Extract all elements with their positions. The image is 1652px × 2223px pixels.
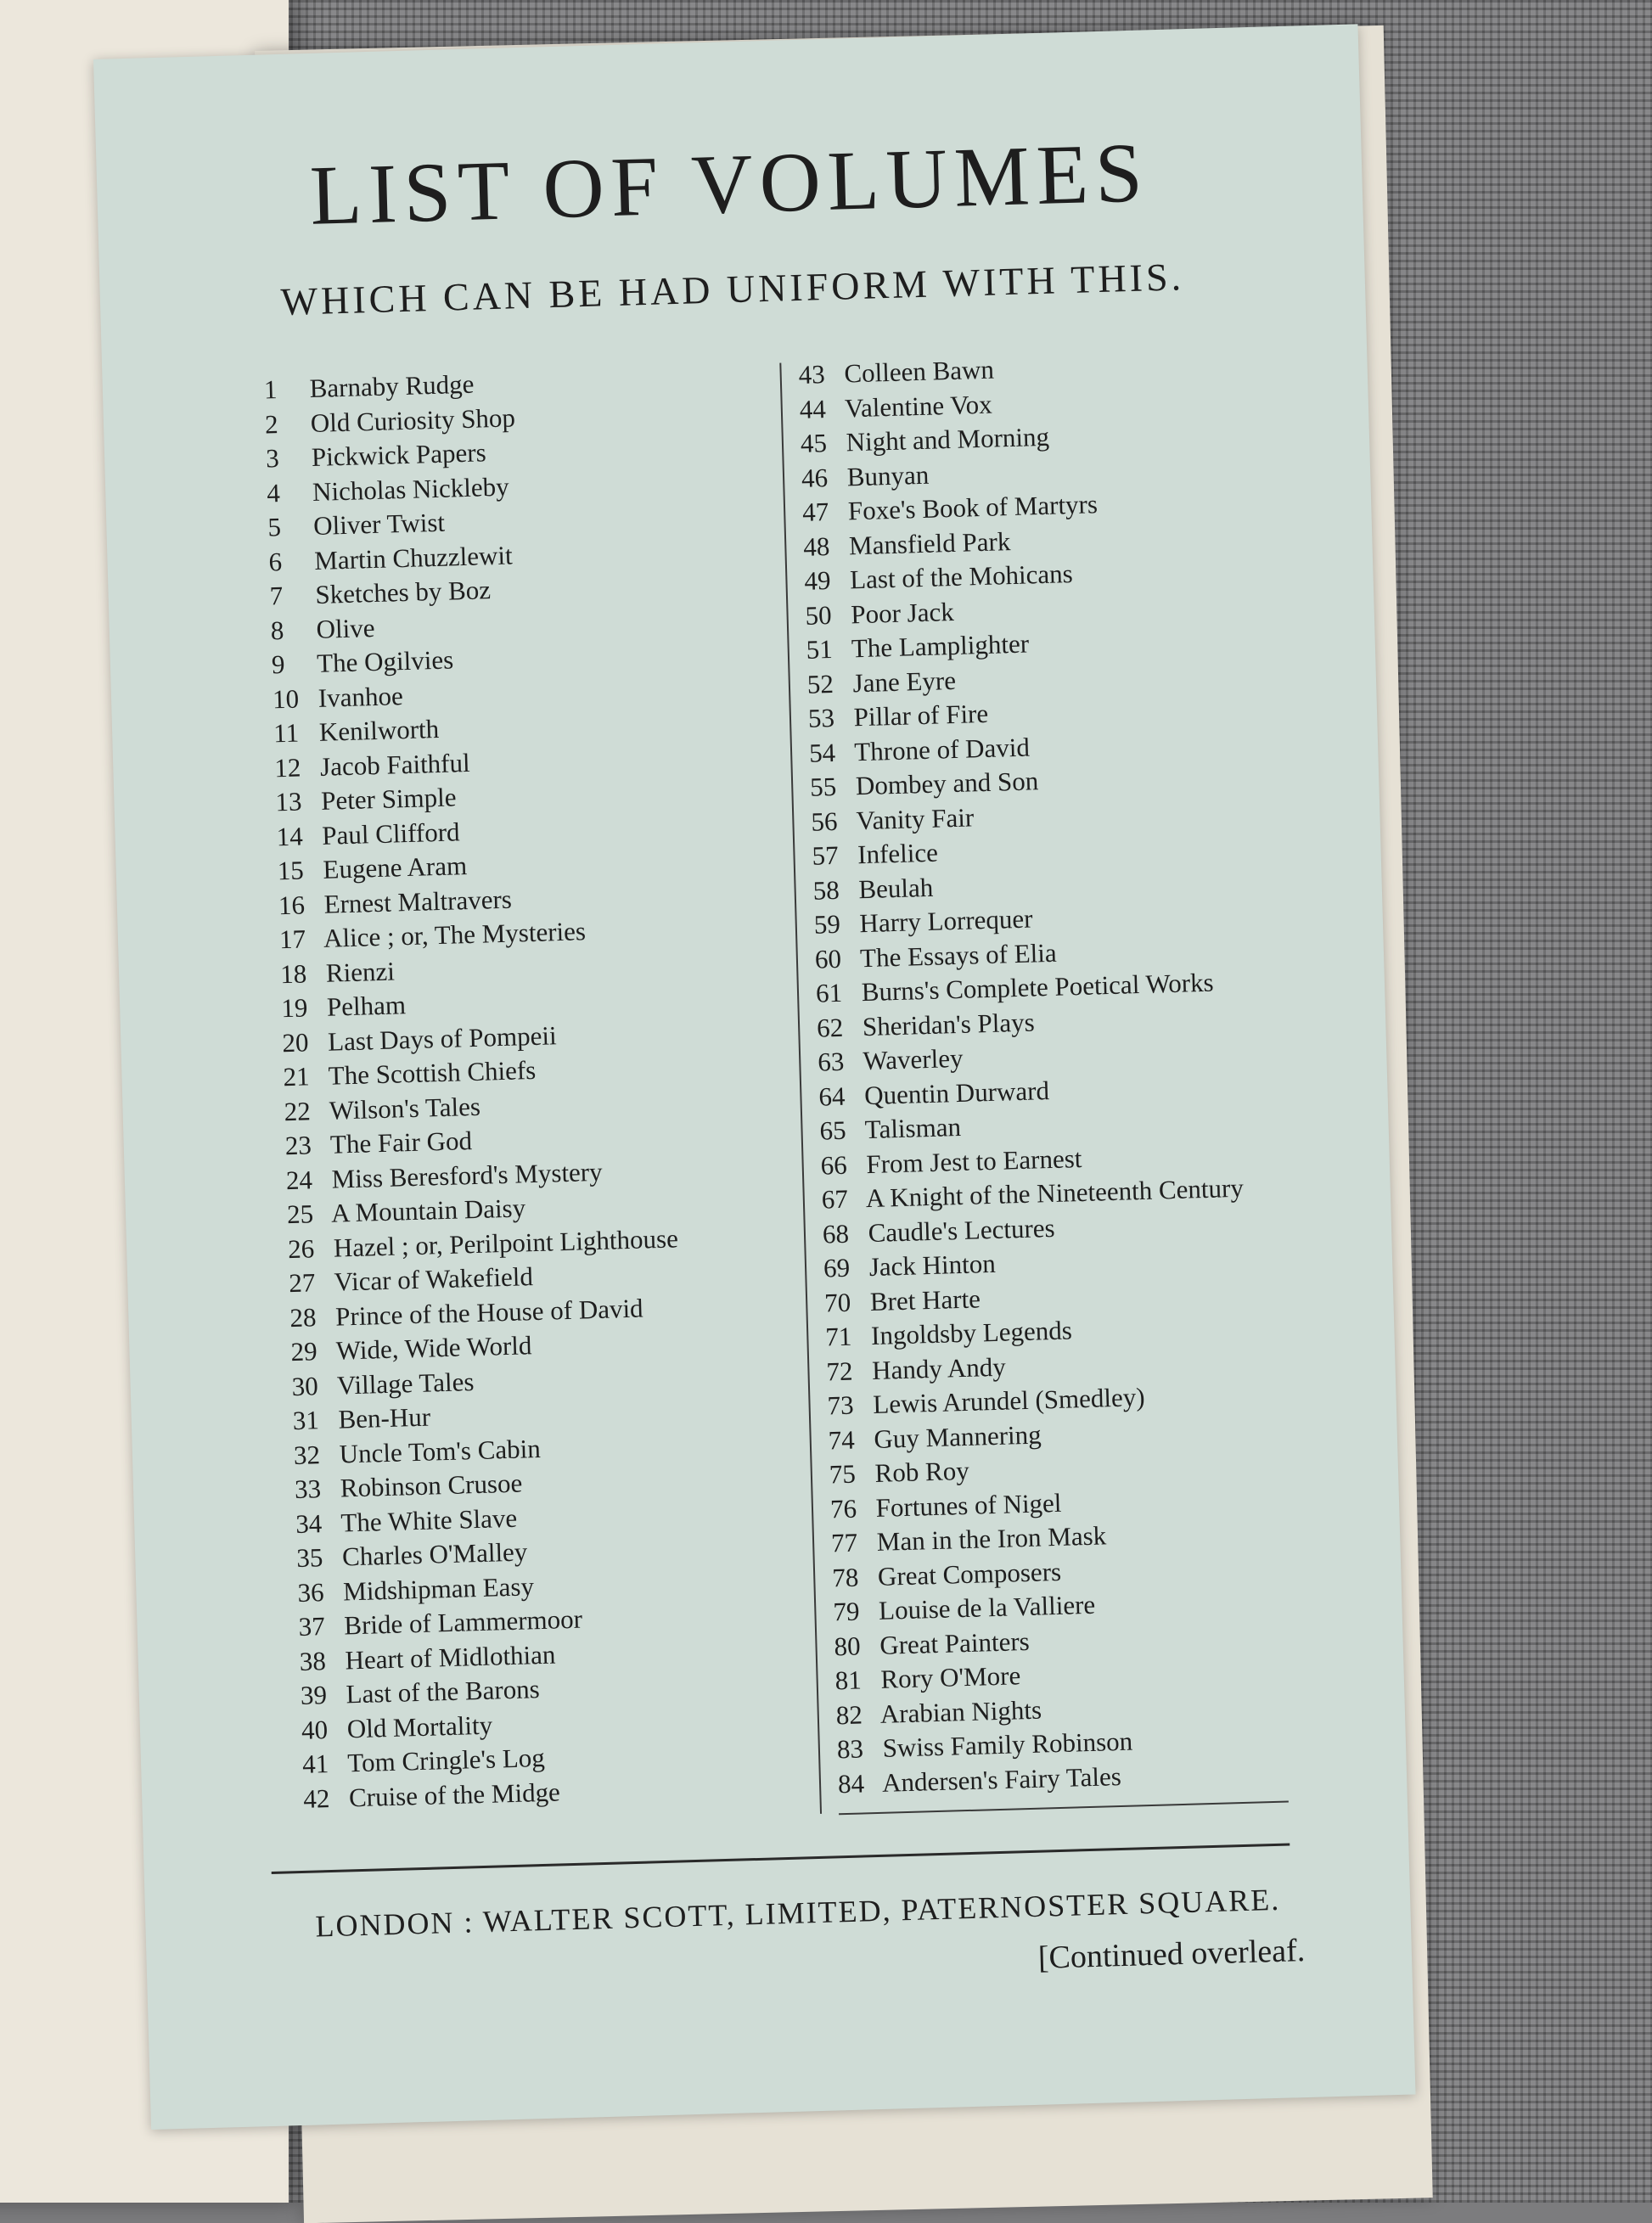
volume-number: 43 <box>798 359 826 390</box>
volume-number: 63 <box>817 1046 845 1077</box>
volume-number: 82 <box>835 1698 863 1730</box>
volume-number: 48 <box>802 530 830 562</box>
column-end-rule <box>839 1800 1289 1815</box>
volume-number: 3 <box>265 443 280 474</box>
volume-title: Midshipman Easy <box>342 1570 535 1606</box>
volume-title: Hazel ; or, Perilpoint Lighthouse <box>333 1222 679 1263</box>
volume-title: Quentin Durward <box>863 1075 1050 1110</box>
volume-number: 17 <box>278 923 306 955</box>
volume-number: 80 <box>834 1631 862 1661</box>
volume-number: 62 <box>816 1012 844 1043</box>
volume-title: Bunyan <box>846 459 930 491</box>
volume-number: 13 <box>275 786 302 817</box>
volume-title: Harry Lorrequer <box>859 903 1033 939</box>
volume-number: 81 <box>834 1664 863 1696</box>
volume-title: Last of the Barons <box>346 1674 541 1709</box>
volume-number: 79 <box>832 1596 860 1627</box>
volume-title: Charles O'Malley <box>341 1536 528 1572</box>
volume-number: 28 <box>289 1301 317 1333</box>
volume-title: Sketches by Boz <box>314 575 492 609</box>
volume-number: 73 <box>827 1389 855 1421</box>
volume-title: Bride of Lammermoor <box>343 1603 583 1641</box>
volume-number: 49 <box>803 564 831 596</box>
volume-title: Great Painters <box>879 1625 1031 1660</box>
volume-number: 27 <box>288 1267 316 1299</box>
volume-number: 11 <box>273 717 300 749</box>
volume-title: Pickwick Papers <box>311 437 487 473</box>
volume-number: 18 <box>279 957 307 989</box>
volume-title: Oliver Twist <box>312 507 446 541</box>
volume-title: Prince of the House of David <box>334 1293 643 1332</box>
volume-title: The Ogilvies <box>316 644 454 678</box>
volume-number: 30 <box>291 1370 319 1401</box>
volume-number: 78 <box>831 1562 859 1592</box>
volume-list-left <box>263 362 694 1816</box>
volume-title: Wilson's Tales <box>329 1091 481 1126</box>
volume-number: 47 <box>801 497 829 527</box>
volume-number: 34 <box>295 1507 323 1539</box>
volume-title: Valentine Vox <box>844 389 993 423</box>
page-title: LIST OF VOLUMES <box>308 125 1151 243</box>
volume-title: Ivanhoe <box>317 680 404 713</box>
volume-number: 40 <box>301 1714 329 1745</box>
volume-number: 21 <box>283 1061 311 1092</box>
volume-title: Rob Roy <box>874 1455 970 1488</box>
volume-number: 84 <box>837 1767 865 1799</box>
volume-number: 55 <box>809 771 837 802</box>
volume-title: Great Composers <box>877 1556 1062 1591</box>
volume-title: From Jest to Earnest <box>865 1142 1082 1179</box>
volume-title: Burns's Complete Poetical Works <box>861 967 1215 1008</box>
volume-title: Uncle Tom's Cabin <box>339 1433 542 1469</box>
volume-number: 24 <box>285 1164 313 1195</box>
volume-number: 74 <box>828 1424 856 1455</box>
volume-title: Kenilworth <box>318 713 440 747</box>
volume-title: Poor Jack <box>850 596 955 629</box>
volume-title: Vanity Fair <box>856 801 975 835</box>
volume-number: 70 <box>823 1287 851 1318</box>
volume-number: 66 <box>820 1149 848 1181</box>
volume-number: 59 <box>813 908 841 940</box>
volume-number: 45 <box>800 428 828 458</box>
volume-title: Miss Beresford's Mystery <box>331 1156 604 1194</box>
volume-title: Man in the Iron Mask <box>876 1520 1107 1557</box>
volume-title: Wide, Wide World <box>335 1330 532 1366</box>
volume-number: 76 <box>829 1493 857 1524</box>
publisher-imprint: LONDON : WALTER SCOTT, LIMITED, PATERNOSTER SQUARE. <box>314 1882 1281 1944</box>
volume-title: Beulah <box>857 872 934 904</box>
volume-list-right <box>798 346 1260 1801</box>
footer-rule <box>272 1843 1290 1874</box>
volume-title: A Mountain Daisy <box>330 1193 526 1228</box>
volume-title: Louise de la Valliere <box>878 1589 1096 1625</box>
volume-title: Alice ; or, The Mysteries <box>323 916 587 953</box>
volume-number: 75 <box>829 1458 857 1490</box>
volume-title: Paul Clifford <box>321 816 460 850</box>
volume-number: 65 <box>819 1114 847 1146</box>
volume-title: Swiss Family Robinson <box>882 1726 1133 1763</box>
volume-number: 35 <box>295 1542 323 1573</box>
volume-number: 19 <box>280 992 308 1024</box>
volume-title: Guy Mannering <box>873 1418 1042 1454</box>
volume-title: Andersen's Fairy Tales <box>881 1760 1122 1798</box>
volume-title: Infelice <box>857 837 939 870</box>
volume-title: Foxe's Book of Martyrs <box>847 489 1099 526</box>
volume-number: 33 <box>294 1474 322 1505</box>
volume-number: 42 <box>302 1782 330 1814</box>
volume-number: 23 <box>284 1130 312 1161</box>
volume-title: Colleen Bawn <box>843 354 995 389</box>
volume-number: 31 <box>292 1405 320 1436</box>
volume-title: The Fair God <box>329 1126 473 1159</box>
volume-number: 71 <box>824 1321 852 1352</box>
volume-number: 16 <box>278 889 306 920</box>
volume-number: 51 <box>806 633 834 665</box>
volume-number: 32 <box>293 1439 321 1470</box>
volume-title: The White Slave <box>340 1502 518 1538</box>
volume-number: 41 <box>301 1749 329 1779</box>
volume-number: 57 <box>812 839 840 871</box>
volume-number: 64 <box>818 1081 846 1112</box>
volume-title: Old Mortality <box>346 1709 493 1743</box>
volume-title: Ingoldsby Legends <box>870 1315 1073 1351</box>
volume-title: Barnaby Rudge <box>309 368 475 404</box>
volume-title: Fortunes of Nigel <box>875 1487 1062 1523</box>
volume-title: Village Tales <box>336 1366 475 1401</box>
volume-number: 36 <box>297 1576 324 1608</box>
volume-number: 56 <box>810 806 838 837</box>
volume-title: Peter Simple <box>320 782 457 816</box>
volume-number: 29 <box>290 1336 318 1367</box>
volume-title: Heart of Midlothian <box>345 1639 556 1675</box>
volume-title: Last Days of Pompeii <box>327 1019 558 1057</box>
volume-number: 53 <box>807 702 835 733</box>
volume-number: 25 <box>286 1199 314 1230</box>
volume-title: Caudle's Lectures <box>868 1212 1056 1248</box>
volume-title: Ernest Maltravers <box>323 884 513 919</box>
volume-number: 5 <box>267 512 282 542</box>
volume-number: 67 <box>821 1183 849 1215</box>
volume-number: 22 <box>284 1095 312 1126</box>
volume-number: 69 <box>823 1252 851 1283</box>
volume-number: 7 <box>269 581 284 611</box>
volume-title: Bret Harte <box>869 1283 981 1316</box>
volume-number: 12 <box>273 752 301 783</box>
page-subtitle: WHICH CAN BE HAD UNIFORM WITH THIS. <box>280 255 1185 323</box>
volume-title: Robinson Crusoe <box>340 1468 523 1503</box>
volume-number: 14 <box>276 820 304 851</box>
volume-number: 52 <box>806 668 834 699</box>
volume-title: Old Curiosity Shop <box>310 401 516 438</box>
volume-title: Night and Morning <box>846 421 1050 458</box>
volume-title: Tom Cringle's Log <box>346 1742 546 1778</box>
volume-number: 46 <box>801 462 829 493</box>
volume-number: 39 <box>300 1680 328 1710</box>
volume-number: 77 <box>830 1527 858 1558</box>
volume-title: Dombey and Son <box>855 766 1039 801</box>
continued-note: [Continued overleaf. <box>1037 1933 1306 1976</box>
volume-number: 26 <box>287 1232 315 1264</box>
volume-number: 61 <box>815 977 843 1008</box>
volume-title: The Scottish Chiefs <box>328 1054 537 1091</box>
volume-number: 15 <box>277 855 305 886</box>
volume-title: Arabian Nights <box>879 1694 1042 1729</box>
volume-number: 58 <box>812 874 840 906</box>
volume-title: The Lamplighter <box>851 628 1030 664</box>
volume-title: Olive <box>316 612 375 644</box>
volume-title: Throne of David <box>853 732 1031 766</box>
volume-number: 44 <box>799 393 827 424</box>
volume-title: Jack Hinton <box>868 1248 997 1283</box>
volume-number: 9 <box>271 648 285 680</box>
volume-number: 50 <box>805 599 833 631</box>
volume-title: Pillar of Fire <box>853 698 989 733</box>
volume-title: A Knight of the Nineteenth Century <box>865 1172 1245 1214</box>
volume-number: 60 <box>814 943 842 974</box>
volume-number: 10 <box>272 683 300 714</box>
volume-title: Jane Eyre <box>852 665 957 698</box>
volume-number: 1 <box>263 374 278 405</box>
volume-title: Ben-Hur <box>338 1401 431 1434</box>
volume-title: Pelham <box>326 990 407 1022</box>
volume-title: Cruise of the Midge <box>348 1776 561 1812</box>
volume-number: 8 <box>270 615 284 645</box>
volume-title: Jacob Faithful <box>319 747 471 782</box>
volume-number: 68 <box>822 1218 850 1249</box>
volume-title: Talisman <box>864 1111 962 1145</box>
volume-number: 72 <box>826 1356 853 1386</box>
volume-number: 4 <box>266 477 281 508</box>
volume-title: Vicar of Wakefield <box>334 1261 534 1297</box>
volume-number: 20 <box>281 1026 309 1058</box>
volume-title: Waverley <box>863 1042 964 1076</box>
volume-number: 37 <box>298 1611 326 1642</box>
volume-number: 38 <box>299 1645 327 1676</box>
volume-number: 83 <box>836 1733 864 1765</box>
volume-number: 2 <box>264 408 279 440</box>
volume-title: Handy Andy <box>871 1351 1007 1385</box>
volume-title: Lewis Arundel (Smedley) <box>872 1382 1145 1419</box>
volume-title: Eugene Aram <box>323 850 468 884</box>
volume-title: The Essays of Elia <box>859 937 1058 973</box>
volume-title: Martin Chuzzlewit <box>313 539 514 575</box>
volume-title: Mansfield Park <box>848 525 1011 560</box>
volume-title: Rory O'More <box>879 1660 1021 1694</box>
volume-title: Last of the Mohicans <box>849 559 1074 595</box>
volume-list-leaf <box>93 24 1416 2130</box>
volume-number: 54 <box>808 737 836 768</box>
volume-number: 6 <box>268 546 283 576</box>
volume-title: Nicholas Nickleby <box>312 471 510 507</box>
volume-title: Rienzi <box>325 956 396 988</box>
volume-title: Sheridan's Plays <box>862 1006 1036 1041</box>
